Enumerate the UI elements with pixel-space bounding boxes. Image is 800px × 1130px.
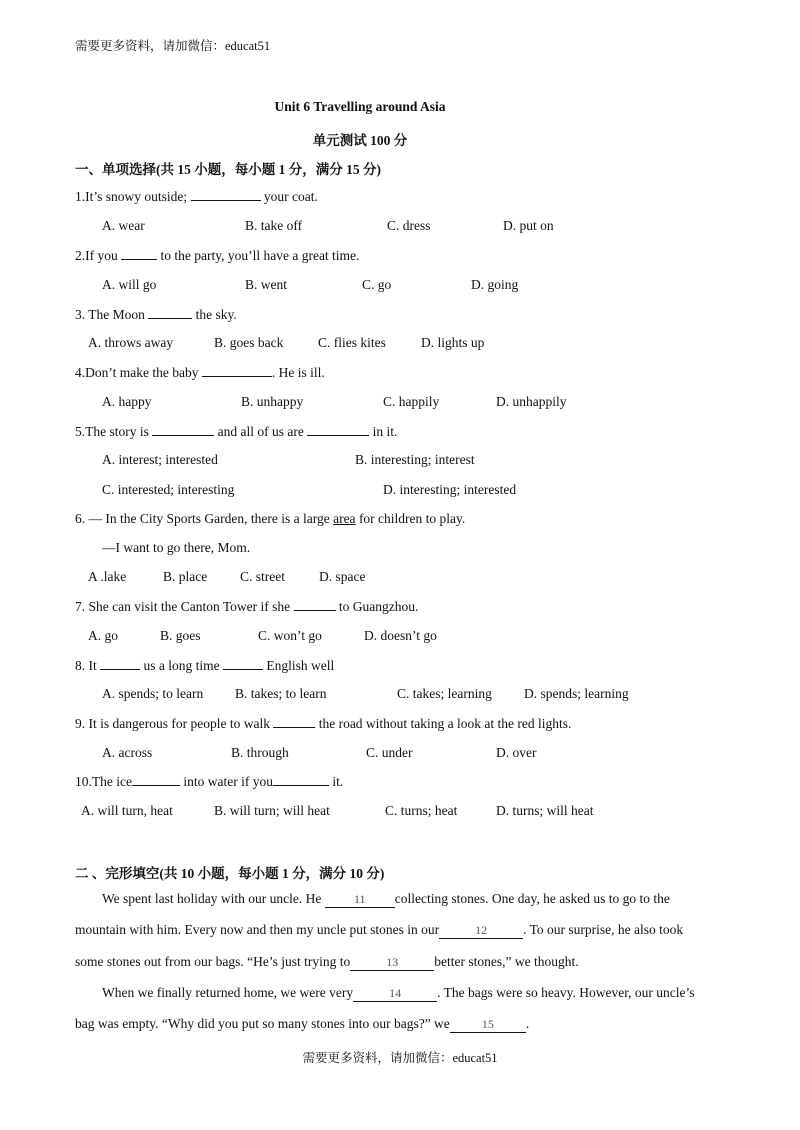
- option-d: D. put on: [503, 218, 554, 233]
- question-7: [75, 598, 418, 615]
- answer-blank: [191, 188, 261, 201]
- question-text: it.: [332, 774, 344, 789]
- option-c: C. happily: [383, 394, 440, 409]
- option-d: D. interesting; interested: [383, 482, 517, 497]
- option-b: B. unhappy: [241, 394, 304, 409]
- question-1: [75, 188, 318, 205]
- question-text: 5.The story is: [75, 424, 149, 439]
- option-c: C. flies kites: [318, 335, 386, 350]
- answer-blank: [273, 773, 329, 786]
- question-6-reply: —I want to go there, Mom.: [102, 540, 251, 555]
- option-b: B. take off: [245, 218, 303, 233]
- question-text: English well: [266, 658, 335, 673]
- option-c: C. under: [366, 745, 413, 760]
- question-text: the road without taking a look at the red lights.: [318, 716, 572, 731]
- document-title: Unit 6 Travelling around Asia: [274, 99, 446, 114]
- option-a: A. across: [102, 745, 153, 760]
- question-text: 8. It: [75, 658, 97, 673]
- page-footer-note: 需要更多资料，请加微信：educat51: [302, 1051, 498, 1065]
- cloze-blank-11: 11: [325, 892, 395, 908]
- option-a: A. go: [88, 628, 118, 643]
- paragraph-text: bag was empty. “Why did you put so many stones into our bags?” we: [75, 1016, 450, 1031]
- option-b: B. goes back: [214, 335, 284, 350]
- answer-blank: [121, 247, 157, 260]
- question-text: your coat.: [263, 189, 318, 204]
- question-text: and all of us are: [217, 424, 304, 439]
- question-6-options: [0, 569, 800, 587]
- option-b: B. will turn; will heat: [214, 803, 330, 818]
- option-a: A. will go: [102, 277, 157, 292]
- option-a: A .lake: [88, 569, 127, 584]
- option-a: A. wear: [102, 218, 145, 233]
- option-a: A. will turn, heat: [81, 803, 173, 818]
- option-c: C. takes; learning: [397, 686, 492, 701]
- option-c: C. won’t go: [258, 628, 322, 643]
- section-1-heading: 一、单项选择(共 15 小题，每小题 1 分，满分 15 分): [75, 162, 381, 177]
- option-b: B. goes: [160, 628, 201, 643]
- question-5-options-row1: [0, 452, 800, 470]
- option-b: B. interesting; interest: [355, 452, 475, 467]
- option-b: B. place: [163, 569, 208, 584]
- question-text: . He is ill.: [271, 365, 325, 380]
- answer-blank: [202, 364, 272, 377]
- question-5-options-row2: [0, 482, 800, 500]
- question-2: [75, 247, 359, 264]
- option-d: D. turns; will heat: [496, 803, 594, 818]
- option-c: C. street: [240, 569, 285, 584]
- question-text: to Guangzhou.: [338, 599, 419, 614]
- page-header-note: 需要更多资料，请加微信：educat51: [75, 39, 271, 53]
- paragraph-text: collecting stones. One day, he asked us to go to the: [394, 891, 670, 906]
- option-d: D. going: [471, 277, 519, 292]
- question-text: to the party, you’ll have a great time.: [160, 248, 360, 263]
- question-text: 6. — In the City Sports Garden, there is a large: [75, 511, 330, 526]
- question-1-options: [0, 218, 800, 236]
- question-text: for children to play.: [358, 511, 466, 526]
- option-c: C. go: [362, 277, 392, 292]
- cloze-blank-15: 15: [450, 1017, 526, 1033]
- option-b: B. went: [245, 277, 287, 292]
- answer-blank: [100, 657, 140, 670]
- paragraph-text: .: [525, 1016, 530, 1031]
- question-2-options: [0, 277, 800, 295]
- question-text: the sky.: [195, 307, 237, 322]
- document-subtitle: 单元测试 100 分: [312, 133, 408, 148]
- option-d: D. space: [319, 569, 366, 584]
- question-9: [75, 715, 571, 732]
- option-c: C. turns; heat: [385, 803, 458, 818]
- section-2-heading: 二 、完形填空(共 10 小题，每小题 1 分，满分 10 分): [75, 866, 385, 881]
- question-text: 1.It’s snowy outside;: [75, 189, 188, 204]
- cloze-line-1: [102, 891, 670, 908]
- option-c: C. dress: [387, 218, 431, 233]
- option-a: A. spends; to learn: [102, 686, 204, 701]
- question-text: 9. It is dangerous for people to walk: [75, 716, 270, 731]
- question-5: [75, 423, 397, 440]
- question-text: us a long time: [143, 658, 220, 673]
- paragraph-text: some stones out from our bags. “He’s just trying to: [75, 954, 351, 969]
- cloze-line-5: [75, 1016, 529, 1033]
- question-10: [75, 773, 343, 790]
- question-3: [75, 306, 237, 323]
- question-text: 2.If you: [75, 248, 118, 263]
- question-text: 7. She can visit the Canton Tower if she: [75, 599, 291, 614]
- paragraph-text: . The bags were so heavy. However, our uncle’s: [437, 985, 695, 1000]
- paragraph-text: When we finally returned home, we were very: [102, 985, 354, 1000]
- option-d: D. spends; learning: [524, 686, 629, 701]
- paragraph-text: We spent last holiday with our uncle. He: [102, 891, 322, 906]
- option-d: D. lights up: [421, 335, 485, 350]
- answer-blank: [223, 657, 263, 670]
- question-text: into water if you: [183, 774, 273, 789]
- cloze-line-3: [75, 954, 579, 971]
- cloze-blank-13: 13: [350, 955, 434, 971]
- question-6: [75, 511, 465, 527]
- answer-blank: [294, 598, 336, 611]
- option-d: D. unhappily: [496, 394, 567, 409]
- cloze-blank-14: 14: [353, 986, 437, 1002]
- question-3-options: [0, 335, 800, 353]
- option-b: B. through: [231, 745, 289, 760]
- option-a: A. interest; interested: [102, 452, 218, 467]
- paragraph-text: better stones,” we thought.: [434, 954, 579, 969]
- answer-blank: [152, 423, 214, 436]
- question-7-options: [0, 628, 800, 646]
- question-4-options: [0, 394, 800, 412]
- answer-blank: [148, 306, 192, 319]
- paragraph-text: . To our surprise, he also took: [523, 922, 684, 937]
- cloze-blank-12: 12: [439, 923, 523, 939]
- question-text: in it.: [372, 424, 398, 439]
- answer-blank: [273, 715, 315, 728]
- question-text: 3. The Moon: [75, 307, 145, 322]
- question-10-options: [0, 803, 800, 821]
- cloze-line-2: [75, 922, 683, 939]
- option-b: B. takes; to learn: [235, 686, 327, 701]
- option-a: A. happy: [102, 394, 152, 409]
- underlined-word: area: [333, 511, 356, 526]
- option-d: D. over: [496, 745, 537, 760]
- question-text: 4.Don’t make the baby: [75, 365, 199, 380]
- option-c: C. interested; interesting: [102, 482, 235, 497]
- question-text: 10.The ice: [75, 774, 132, 789]
- question-4: [75, 364, 325, 381]
- answer-blank: [132, 773, 180, 786]
- question-8-options: [0, 686, 800, 704]
- paragraph-text: mountain with him. Every now and then my uncle put stones in our: [75, 922, 440, 937]
- option-a: A. throws away: [88, 335, 174, 350]
- cloze-line-4: [102, 985, 695, 1002]
- question-9-options: [0, 745, 800, 763]
- question-8: [75, 657, 334, 674]
- option-d: D. doesn’t go: [364, 628, 437, 643]
- answer-blank: [307, 423, 369, 436]
